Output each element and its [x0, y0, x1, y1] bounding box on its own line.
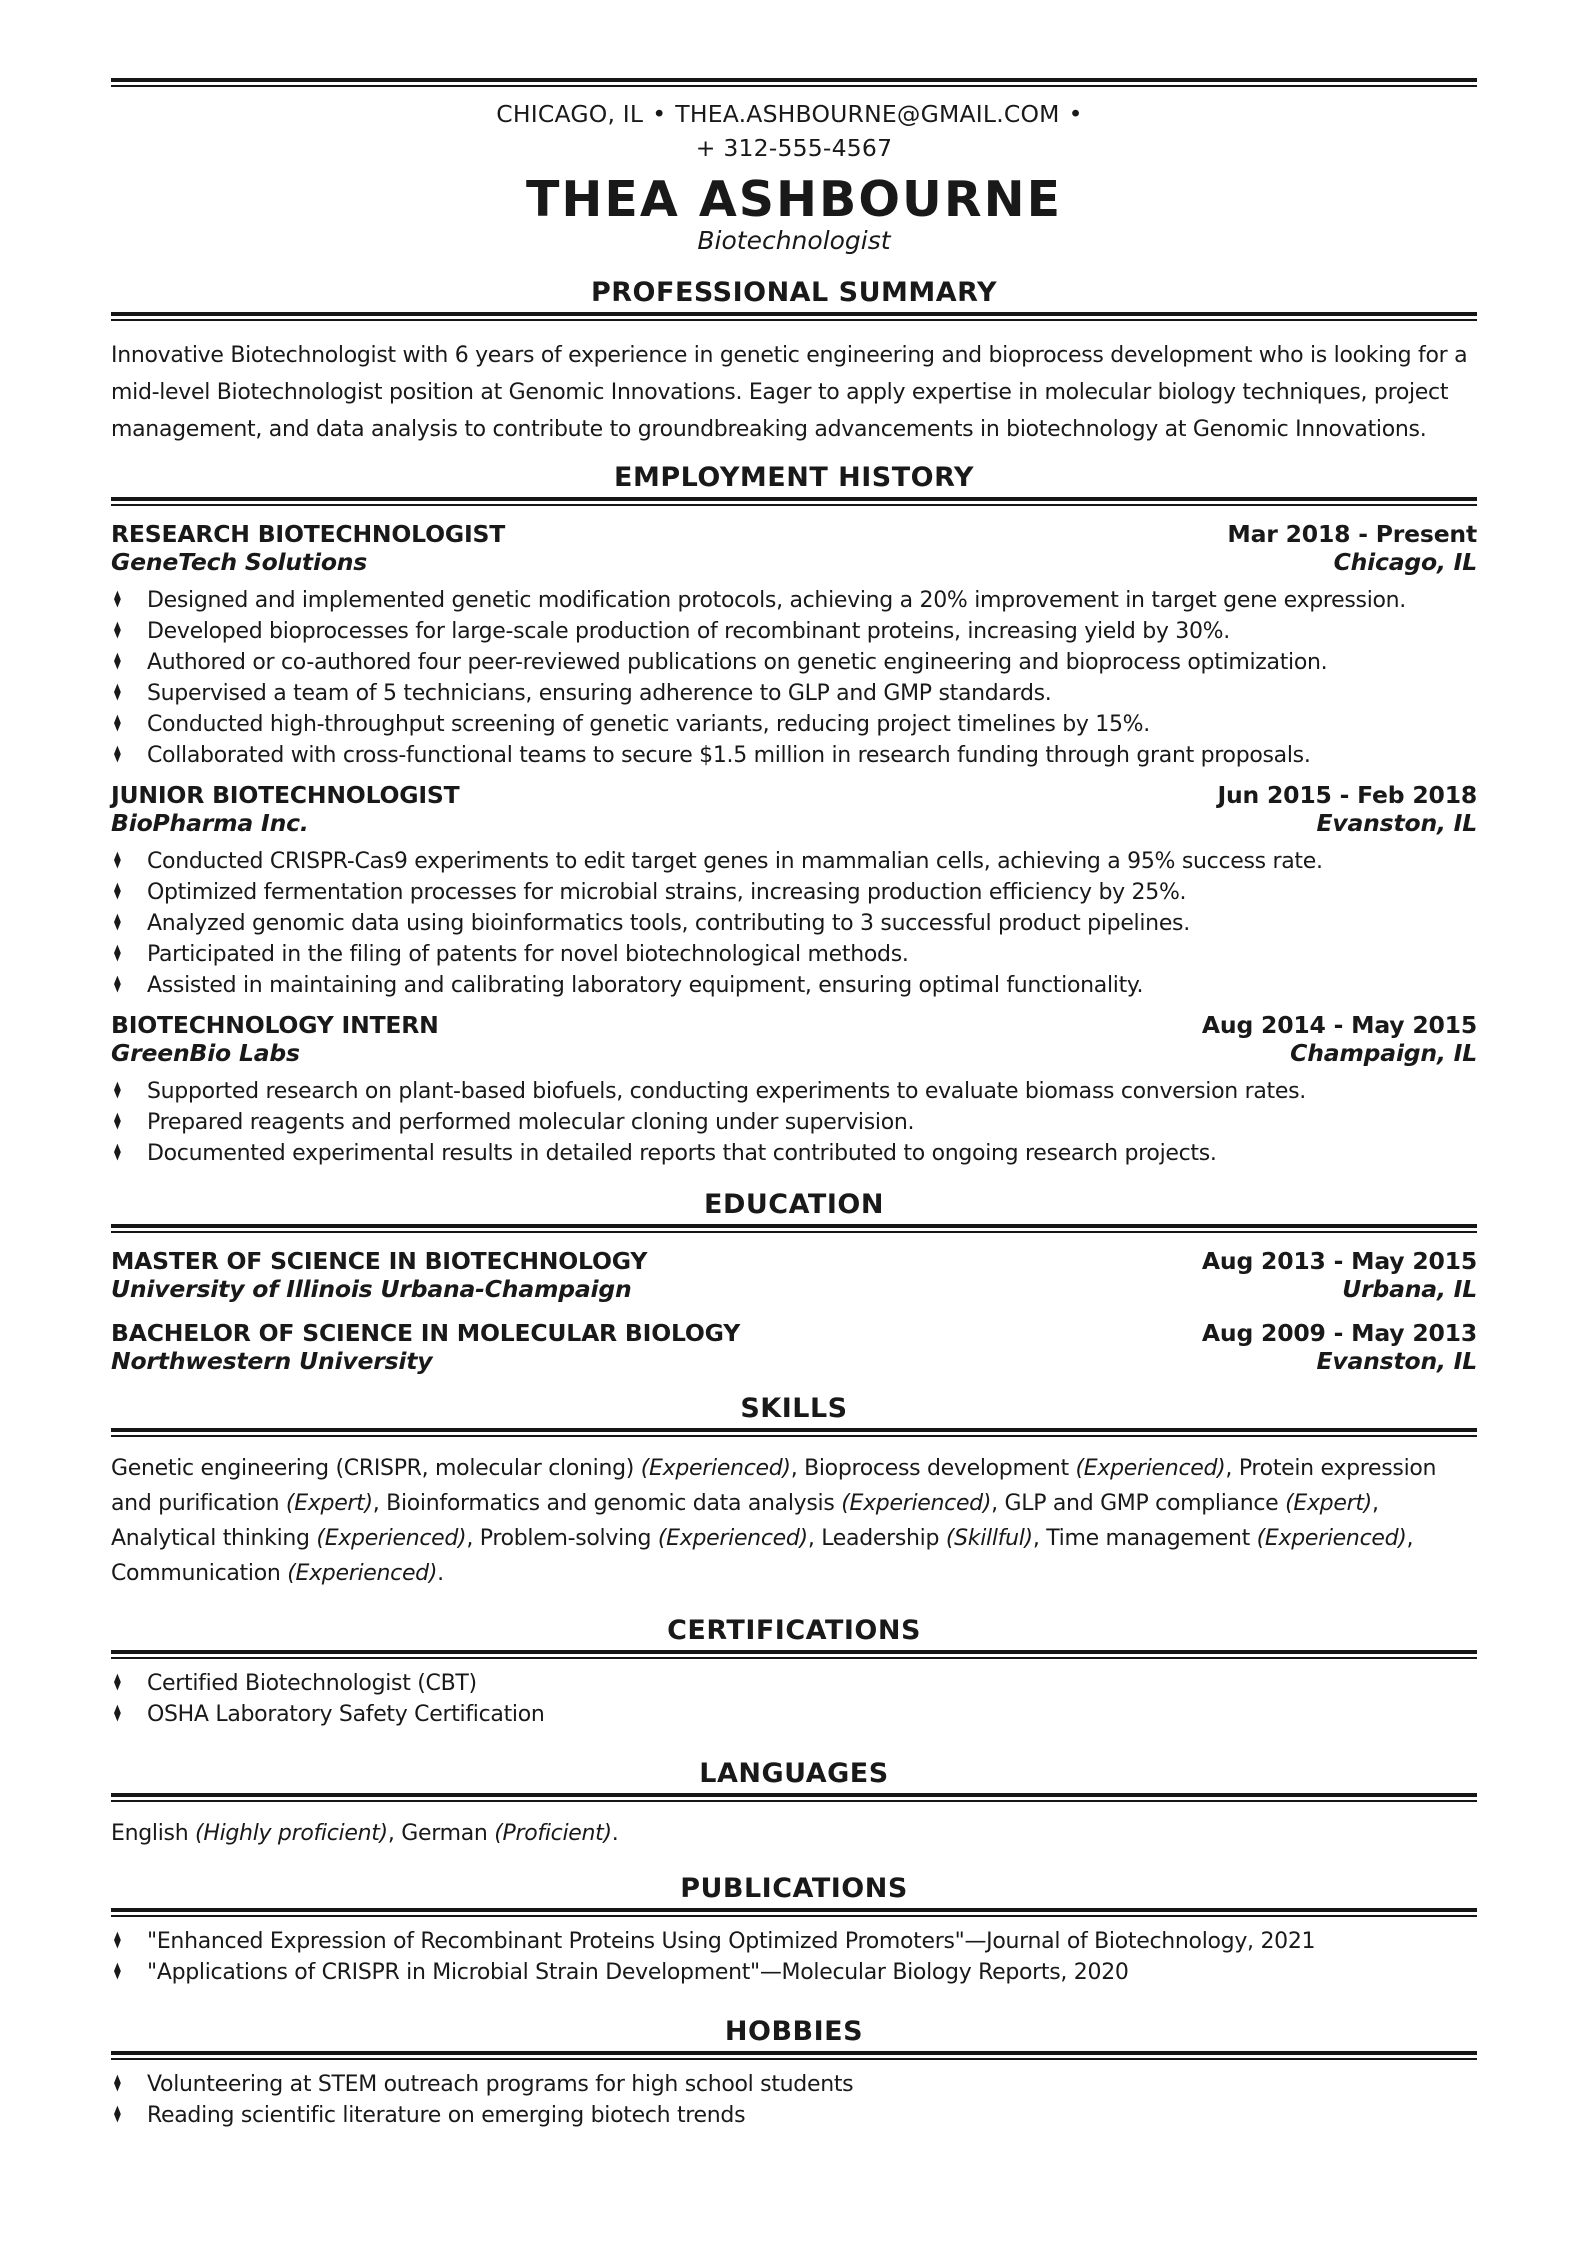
bullet-text: Authored or co-authored four peer-reviewed publications on genetic engineering and bioprocess optimization.: [147, 650, 1328, 675]
job-location: Champaign, IL: [1290, 1039, 1477, 1067]
contact-separator-dot: •: [1068, 100, 1083, 128]
skill-separator: .: [437, 1561, 444, 1586]
skill-name: Communication: [111, 1561, 288, 1586]
languages-line: [111, 1818, 1477, 1849]
bullet-item: [111, 846, 1477, 877]
company-name: BioPharma Inc.: [111, 809, 309, 837]
section-title-certifications: CERTIFICATIONS: [667, 1615, 921, 1646]
section-title-languages: LANGUAGES: [699, 1758, 889, 1789]
skill-level: (Skillful): [945, 1526, 1033, 1551]
bullet-item: [111, 740, 1477, 771]
bullet-text: Assisted in maintaining and calibrating laboratory equipment, ensuring optimal functionality.: [147, 973, 1144, 998]
contact-info: [111, 97, 1477, 165]
bullet-text: Developed bioprocesses for large-scale production of recombinant proteins, increasing yield by 30%.: [147, 619, 1230, 644]
bullet-item: [111, 616, 1477, 647]
job-bullet-list: [111, 1076, 1477, 1169]
publication-text: "Enhanced Expression of Recombinant Proteins Using Optimized Promoters"—Journal of Biotechnology, 2021: [147, 1929, 1316, 1954]
section-title-summary: PROFESSIONAL SUMMARY: [590, 277, 998, 308]
diamond-bullet-icon: ♦: [112, 1701, 123, 1728]
hobby-text: Volunteering at STEM outreach programs for high school students: [147, 2072, 854, 2097]
diamond-bullet-icon: ♦: [112, 680, 123, 707]
section-divider: [111, 1908, 1477, 1917]
diamond-bullet-icon: ♦: [112, 1928, 123, 1955]
degree-title: BACHELOR OF SCIENCE IN MOLECULAR BIOLOGY: [111, 1319, 741, 1347]
section-title-skills: SKILLS: [740, 1393, 848, 1424]
skill-name: Protein expression and purification: [111, 1456, 1437, 1516]
bullet-text: Supervised a team of 5 technicians, ensuring adherence to GLP and GMP standards.: [147, 681, 1052, 706]
diamond-bullet-icon: ♦: [112, 941, 123, 968]
skill-separator: ,: [991, 1491, 1005, 1516]
bullet-item: [111, 1076, 1477, 1107]
skill-level: (Experienced): [841, 1491, 992, 1516]
language-separator: .: [611, 1821, 619, 1846]
job-title: RESEARCH BIOTECHNOLOGIST: [111, 520, 506, 548]
top-divider: [111, 78, 1477, 87]
publications-list: [111, 1926, 1477, 1988]
section-title-hobbies: HOBBIES: [724, 2016, 864, 2047]
skill-level: (Experienced): [1075, 1456, 1226, 1481]
skill-name: GLP and GMP compliance: [1004, 1491, 1286, 1516]
diamond-bullet-icon: ♦: [112, 587, 123, 614]
hobby-text: Reading scientific literature on emerging biotech trends: [147, 2103, 746, 2128]
job-bullet-list: [111, 585, 1477, 771]
degree-dates: Aug 2013 - May 2015: [1201, 1247, 1477, 1275]
degree-dates: Aug 2009 - May 2013: [1201, 1319, 1477, 1347]
diamond-bullet-icon: ♦: [112, 742, 123, 769]
bullet-item: [111, 970, 1477, 1001]
skill-level: (Experienced): [316, 1526, 467, 1551]
language-level: (Proficient): [494, 1821, 612, 1846]
language-name: English: [111, 1821, 196, 1846]
bullet-item: [111, 2100, 1477, 2131]
skill-level: (Experienced): [1256, 1526, 1407, 1551]
school-name: Northwestern University: [111, 1347, 433, 1375]
section-title-education: EDUCATION: [704, 1189, 884, 1220]
diamond-bullet-icon: ♦: [112, 879, 123, 906]
skill-separator: ,: [1032, 1526, 1047, 1551]
section-title-publications: PUBLICATIONS: [680, 1873, 908, 1904]
job-entry: [111, 1011, 1477, 1169]
school-location: Evanston, IL: [1316, 1347, 1477, 1375]
degree-title: MASTER OF SCIENCE IN BIOTECHNOLOGY: [111, 1247, 648, 1275]
job-dates: Jun 2015 - Feb 2018: [1217, 781, 1477, 809]
bullet-text: Conducted CRISPR-Cas9 experiments to edit target genes in mammalian cells, achieving a 95% success rate.: [147, 849, 1323, 874]
diamond-bullet-icon: ♦: [112, 2102, 123, 2129]
company-name: GreenBio Labs: [111, 1039, 300, 1067]
bullet-text: Analyzed genomic data using bioinformatics tools, contributing to 3 successful product pipelines.: [147, 911, 1190, 936]
diamond-bullet-icon: ♦: [112, 649, 123, 676]
school-location: Urbana, IL: [1342, 1275, 1477, 1303]
skill-separator: ,: [1371, 1491, 1379, 1516]
job-title: BIOTECHNOLOGY INTERN: [111, 1011, 439, 1039]
section-divider: [111, 1650, 1477, 1659]
bullet-item: [111, 1926, 1477, 1957]
diamond-bullet-icon: ♦: [112, 972, 123, 999]
skill-name: Problem-solving: [479, 1526, 658, 1551]
bullet-item: [111, 2069, 1477, 2100]
skill-name: Leadership: [821, 1526, 946, 1551]
bullet-item: [111, 1138, 1477, 1169]
job-bullet-list: [111, 846, 1477, 1001]
section-divider: [111, 497, 1477, 506]
certifications-list: [111, 1668, 1477, 1730]
job-location: Evanston, IL: [1316, 809, 1477, 837]
company-name: GeneTech Solutions: [111, 548, 368, 576]
job-dates: Mar 2018 - Present: [1227, 520, 1477, 548]
skill-name: Bioinformatics and genomic data analysis: [386, 1491, 842, 1516]
section-divider: [111, 1224, 1477, 1233]
bullet-text: Participated in the filing of patents for novel biotechnological methods.: [147, 942, 909, 967]
bullet-item: [111, 908, 1477, 939]
language-separator: ,: [387, 1821, 402, 1846]
bullet-item: [111, 647, 1477, 678]
section-divider: [111, 1428, 1477, 1437]
skill-name: Bioprocess development: [804, 1456, 1076, 1481]
diamond-bullet-icon: ♦: [112, 1670, 123, 1697]
diamond-bullet-icon: ♦: [112, 1078, 123, 1105]
bullet-text: Designed and implemented genetic modification protocols, achieving a 20% improvement in target gene expression.: [147, 588, 1406, 613]
skill-separator: ,: [1225, 1456, 1239, 1481]
bullet-text: Documented experimental results in detailed reports that contributed to ongoing research projects.: [147, 1141, 1217, 1166]
skill-name: Analytical thinking: [111, 1526, 317, 1551]
bullet-item: [111, 1107, 1477, 1138]
skill-level: (Experienced): [657, 1526, 808, 1551]
skill-level: (Expert): [1285, 1491, 1372, 1516]
skill-separator: ,: [790, 1456, 805, 1481]
contact-location: CHICAGO, IL: [496, 100, 644, 128]
contact-separator-dot: •: [652, 100, 667, 128]
bullet-item: [111, 1699, 1477, 1730]
job-title: JUNIOR BIOTECHNOLOGIST: [111, 781, 460, 809]
summary-paragraph: Innovative Biotechnologist with 6 years of experience in genetic engineering and bioprocess development who is looking for a mid-level Biotechnologist position at Genomic Innovations. Eager to apply expertise in molecular biology techniques, project management, and data analysis to contribute to groundbreaking advancements in biotechnology at Genomic Innovations.: [111, 343, 1468, 442]
certification-text: Certified Biotechnologist (CBT): [147, 1671, 477, 1696]
diamond-bullet-icon: ♦: [112, 2071, 123, 2098]
section-divider: [111, 312, 1477, 321]
skills-paragraph: [111, 1451, 1477, 1591]
bullet-text: Optimized fermentation processes for microbial strains, increasing production efficiency by 25%.: [147, 880, 1187, 905]
candidate-job-title: Biotechnologist: [697, 226, 891, 255]
language-name: German: [401, 1821, 495, 1846]
contact-phone: + 312-555-4567: [695, 134, 893, 162]
bullet-item: [111, 877, 1477, 908]
skill-level: (Experienced): [287, 1561, 438, 1586]
hobbies-list: [111, 2069, 1477, 2131]
job-location: Chicago, IL: [1333, 548, 1477, 576]
skill-name: Genetic engineering (CRISPR, molecular cloning): [111, 1456, 641, 1481]
section-title-employment: EMPLOYMENT HISTORY: [614, 462, 974, 493]
bullet-text: Prepared reagents and performed molecular cloning under supervision.: [147, 1110, 915, 1135]
bullet-item: [111, 585, 1477, 616]
diamond-bullet-icon: ♦: [112, 910, 123, 937]
certification-text: OSHA Laboratory Safety Certification: [147, 1702, 545, 1727]
contact-email: THEA.ASHBOURNE@GMAIL.COM: [675, 100, 1060, 128]
diamond-bullet-icon: ♦: [112, 1109, 123, 1136]
bullet-item: [111, 1668, 1477, 1699]
skill-separator: ,: [1406, 1526, 1414, 1551]
bullet-item: [111, 939, 1477, 970]
job-entry: [111, 781, 1477, 1001]
candidate-name: THEA ASHBOURNE: [525, 171, 1063, 228]
school-name: University of Illinois Urbana-Champaign: [111, 1275, 632, 1303]
bullet-text: Collaborated with cross-functional teams to secure $1.5 million in research funding through grant proposals.: [147, 743, 1311, 768]
resume-content: [111, 0, 1477, 2131]
job-entry: [111, 520, 1477, 771]
bullet-text: Supported research on plant-based biofuels, conducting experiments to evaluate biomass conversion rates.: [147, 1079, 1306, 1104]
diamond-bullet-icon: ♦: [112, 618, 123, 645]
bullet-text: Conducted high-throughput screening of genetic variants, reducing project timelines by 15%.: [147, 712, 1150, 737]
skill-separator: ,: [466, 1526, 480, 1551]
skill-level: (Expert): [285, 1491, 373, 1516]
publication-text: "Applications of CRISPR in Microbial Strain Development"—Molecular Biology Reports, 2020: [147, 1960, 1129, 1985]
skill-level: (Experienced): [640, 1456, 791, 1481]
language-level: (Highly proficient): [195, 1821, 388, 1846]
diamond-bullet-icon: ♦: [112, 711, 123, 738]
section-divider: [111, 2051, 1477, 2060]
diamond-bullet-icon: ♦: [112, 1959, 123, 1986]
skill-name: Time management: [1046, 1526, 1257, 1551]
skill-separator: ,: [372, 1491, 387, 1516]
bullet-item: [111, 1957, 1477, 1988]
section-divider: [111, 1793, 1477, 1802]
diamond-bullet-icon: ♦: [112, 1140, 123, 1167]
job-dates: Aug 2014 - May 2015: [1201, 1011, 1477, 1039]
education-entry: [111, 1247, 1477, 1303]
diamond-bullet-icon: ♦: [112, 848, 123, 875]
education-entry: [111, 1319, 1477, 1375]
bullet-item: [111, 709, 1477, 740]
skill-separator: ,: [807, 1526, 822, 1551]
bullet-item: [111, 678, 1477, 709]
